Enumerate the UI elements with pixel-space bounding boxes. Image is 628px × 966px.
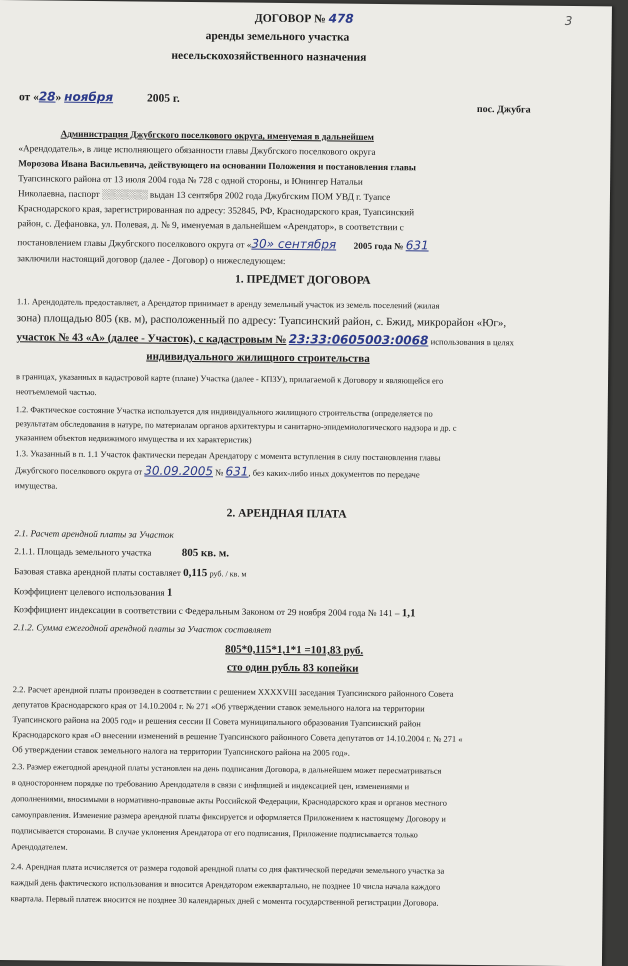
- intro-line-1: Администрация Джубгского поселкового округа, именуемая в дальнейшем: [60, 128, 374, 142]
- area-row: 2.1.1. Площадь земельного участка 805 кв. м.: [14, 546, 230, 560]
- cadastral-number-handwritten: 23:33:0605003:0068: [288, 332, 429, 348]
- s1-line-7: 1.2. Фактическое состояние Участка используется для индивидуального жилищного строительства (определяется по: [15, 405, 433, 419]
- s2-line-7: в одностороннем порядке по требованию Арендодателя в связи с инфляцией и индексацией цен, изменениями и: [11, 778, 410, 792]
- section1-title: 1. ПРЕДМЕТ ДОГОВОРА: [235, 273, 371, 287]
- section2-title: 2. АРЕНДНАЯ ПЛАТА: [226, 507, 347, 521]
- intro-line-2: «Арендодатель», в лице исполняющего обязанности главы Джубгского поселкового округа: [18, 143, 376, 157]
- annual-words: сто один рубль 83 копейки: [226, 661, 359, 675]
- s2-line-5: Об утверждении ставок земельного налога на территории Туапсинского района на 2005 год».: [12, 744, 350, 758]
- contract-subtitle-2: несельскохозяйственного назначения: [171, 49, 367, 64]
- s2-line-6: 2.3. Размер ежегодной арендной платы установлен на день подписания Договора, в дальнейшем может пересматриваться: [11, 762, 442, 776]
- contract-date: от «28» ноября 2005 г.: [18, 89, 180, 105]
- base-rate-row: Базовая ставка арендной платы составляет 0,115 руб. / кв. м: [13, 566, 247, 580]
- intro-line-7: район, с. Дефановка, ул. Полевая, д. № 9, именуемая в дальнейшем «Арендатор», в соответствии с: [17, 218, 404, 233]
- base-rate-value: 0,115: [183, 566, 208, 580]
- intro-line-5: Николаевна, паспорт ░░░░░░░ выдан 13 сентября 2002 года Джубгским ПОМ УВД г. Туапсе: [17, 188, 391, 203]
- s2-line-8: дополнениями, вносимыми в нормативно-правовые акты Российской Федерации, Краснодарского края и органов местного: [11, 794, 447, 808]
- date-day: 28: [38, 89, 56, 104]
- page-number: 3: [564, 13, 573, 28]
- s2-line-1: 2.2. Расчет арендной платы произведен в соответствии с решением XXXXVIII заседания Туапсинского районного Совета: [12, 684, 454, 699]
- s1-line-6: неотъемлемой частью.: [15, 387, 97, 398]
- s1-line-1: 1.1. Арендодатель предоставляет, а Арендатор принимает в аренду земельный участок из земель поселений (жилая: [16, 296, 440, 311]
- target-coef-value: 1: [166, 586, 173, 599]
- s2-line-14: квартала. Первый платеж вносится не позднее 30 календарных дней с момента государственной регистрации Договора.: [10, 894, 439, 908]
- s1-line-12: имущества.: [14, 480, 58, 491]
- s1-line-3: участок № 43 «А» (далее - Участок), с кадастровым № 23:33:0605003:0068 использования в целях: [16, 331, 514, 348]
- intro-line-6: Краснодарского края, зарегистрированная по адресу: 352845, РФ, Краснодарского края, Туапсинский: [17, 203, 415, 218]
- decree-number-handwritten: 631: [405, 238, 429, 253]
- intro-line-9: заключили настоящий договор (далее - Договор) о нижеследующем:: [17, 253, 286, 267]
- intro-line-4: Туапсинского района от 13 июля 2004 года № 728 с одной стороны, и Юнингер Натальи: [18, 173, 363, 187]
- s2-line-3: Туапсинского района на 2005 год» и решения сессии II Совета муниципального образования Туапсинский район: [12, 714, 421, 729]
- s1-line-2: зона) площадью 805 (кв. м), расположенный по адресу: Туапсинский район, с. Бжид, микрорайон «Юг»,: [16, 312, 507, 330]
- handover-date-handwritten: 30.09.2005: [144, 463, 214, 479]
- date-month: ноября: [64, 89, 114, 105]
- s2-line-11: Арендодателем.: [11, 842, 68, 852]
- intro-line-8: постановлением главы Джубгского поселкового округа от «30» сентября 2005 года № 631: [17, 236, 429, 253]
- decree-date-handwritten: 30» сентября: [251, 236, 337, 252]
- contract-subtitle-1: аренды земельного участка: [205, 30, 350, 44]
- target-coef-row: Коэффициент целевого использования 1: [13, 586, 173, 599]
- title-prefix: ДОГОВОР №: [254, 12, 326, 26]
- contract-number: 478: [328, 11, 354, 26]
- s2-line-13: каждый день фактического использования и вносится Арендатором ежеквартально, не позднее 10 числа начала каждого: [10, 878, 441, 892]
- date-year: 2005 г.: [146, 92, 180, 105]
- s2-line-10: подписывается сторонами. В случае уклонения Арендатора от его подписания, Приложение подписывается только: [11, 826, 418, 840]
- annual-formula: 805*0,115*1,1*1 =101,83 руб.: [225, 643, 364, 657]
- contract-title: [255, 13, 354, 26]
- s1-line-9: указанием объектов недвижимого имущества и их характеристик): [15, 433, 252, 445]
- intro-line-3: Морозова Ивана Васильевича, действующего на основании Положения и постановления главы: [18, 158, 417, 173]
- s2-line-9: самоуправления. Изменение размера арендной платы фиксируется и оформляется Приложением к настоящему Договору и: [11, 810, 446, 824]
- s1-line-10: 1.3. Указанный в п. 1.1 Участок фактически передан Арендатору с момента вступления в силу постановления главы: [15, 448, 441, 463]
- s2-line-4: Краснодарского края «О внесении изменений в решение Туапсинского районного Совета депутатов от 14.10.2004 г. № 271 «: [12, 729, 463, 744]
- s1-line-8: результатам обследования в натуре, по материалам органов архитектуры и санитарно-эпидемиологического надзора и др. с: [15, 419, 457, 433]
- s2-line-12: 2.4. Арендная плата исчисляется от размера годовой арендной платы со дня фактической передачи земельного участка за: [10, 862, 445, 876]
- contract-place: пос. Джубга: [476, 104, 531, 116]
- s2-line-2: депутатов Краснодарского края от 14.10.2004 г. № 271 «Об утверждении ставок земельного налога на территории: [12, 699, 425, 714]
- s1-line-5: в границах, указанных в кадастровой карте (плане) Участка (далее - КПЗУ), прилагаемой к Договору и являющейся его: [16, 372, 444, 386]
- calc-title: 2.1. Расчет арендной платы за Участок: [14, 528, 174, 540]
- index-coef-value: 1,1: [401, 607, 416, 620]
- index-coef-row: Коэффициент индексации в соответствии с Федеральным Законом от 29 ноября 2004 года № 141 – 1,1: [13, 604, 416, 620]
- area-value: 805 кв. м.: [181, 546, 230, 560]
- s1-line-11: Джубгского поселкового округа от 30.09.2005 № 631, без каких-либо иных документов по передаче: [15, 463, 420, 480]
- s1-purpose: индивидуального жилищного строительства: [146, 350, 370, 365]
- handover-number-handwritten: 631: [225, 464, 249, 479]
- annual-label: 2.1.2. Сумма ежегодной арендной платы за Участок составляет: [13, 622, 272, 635]
